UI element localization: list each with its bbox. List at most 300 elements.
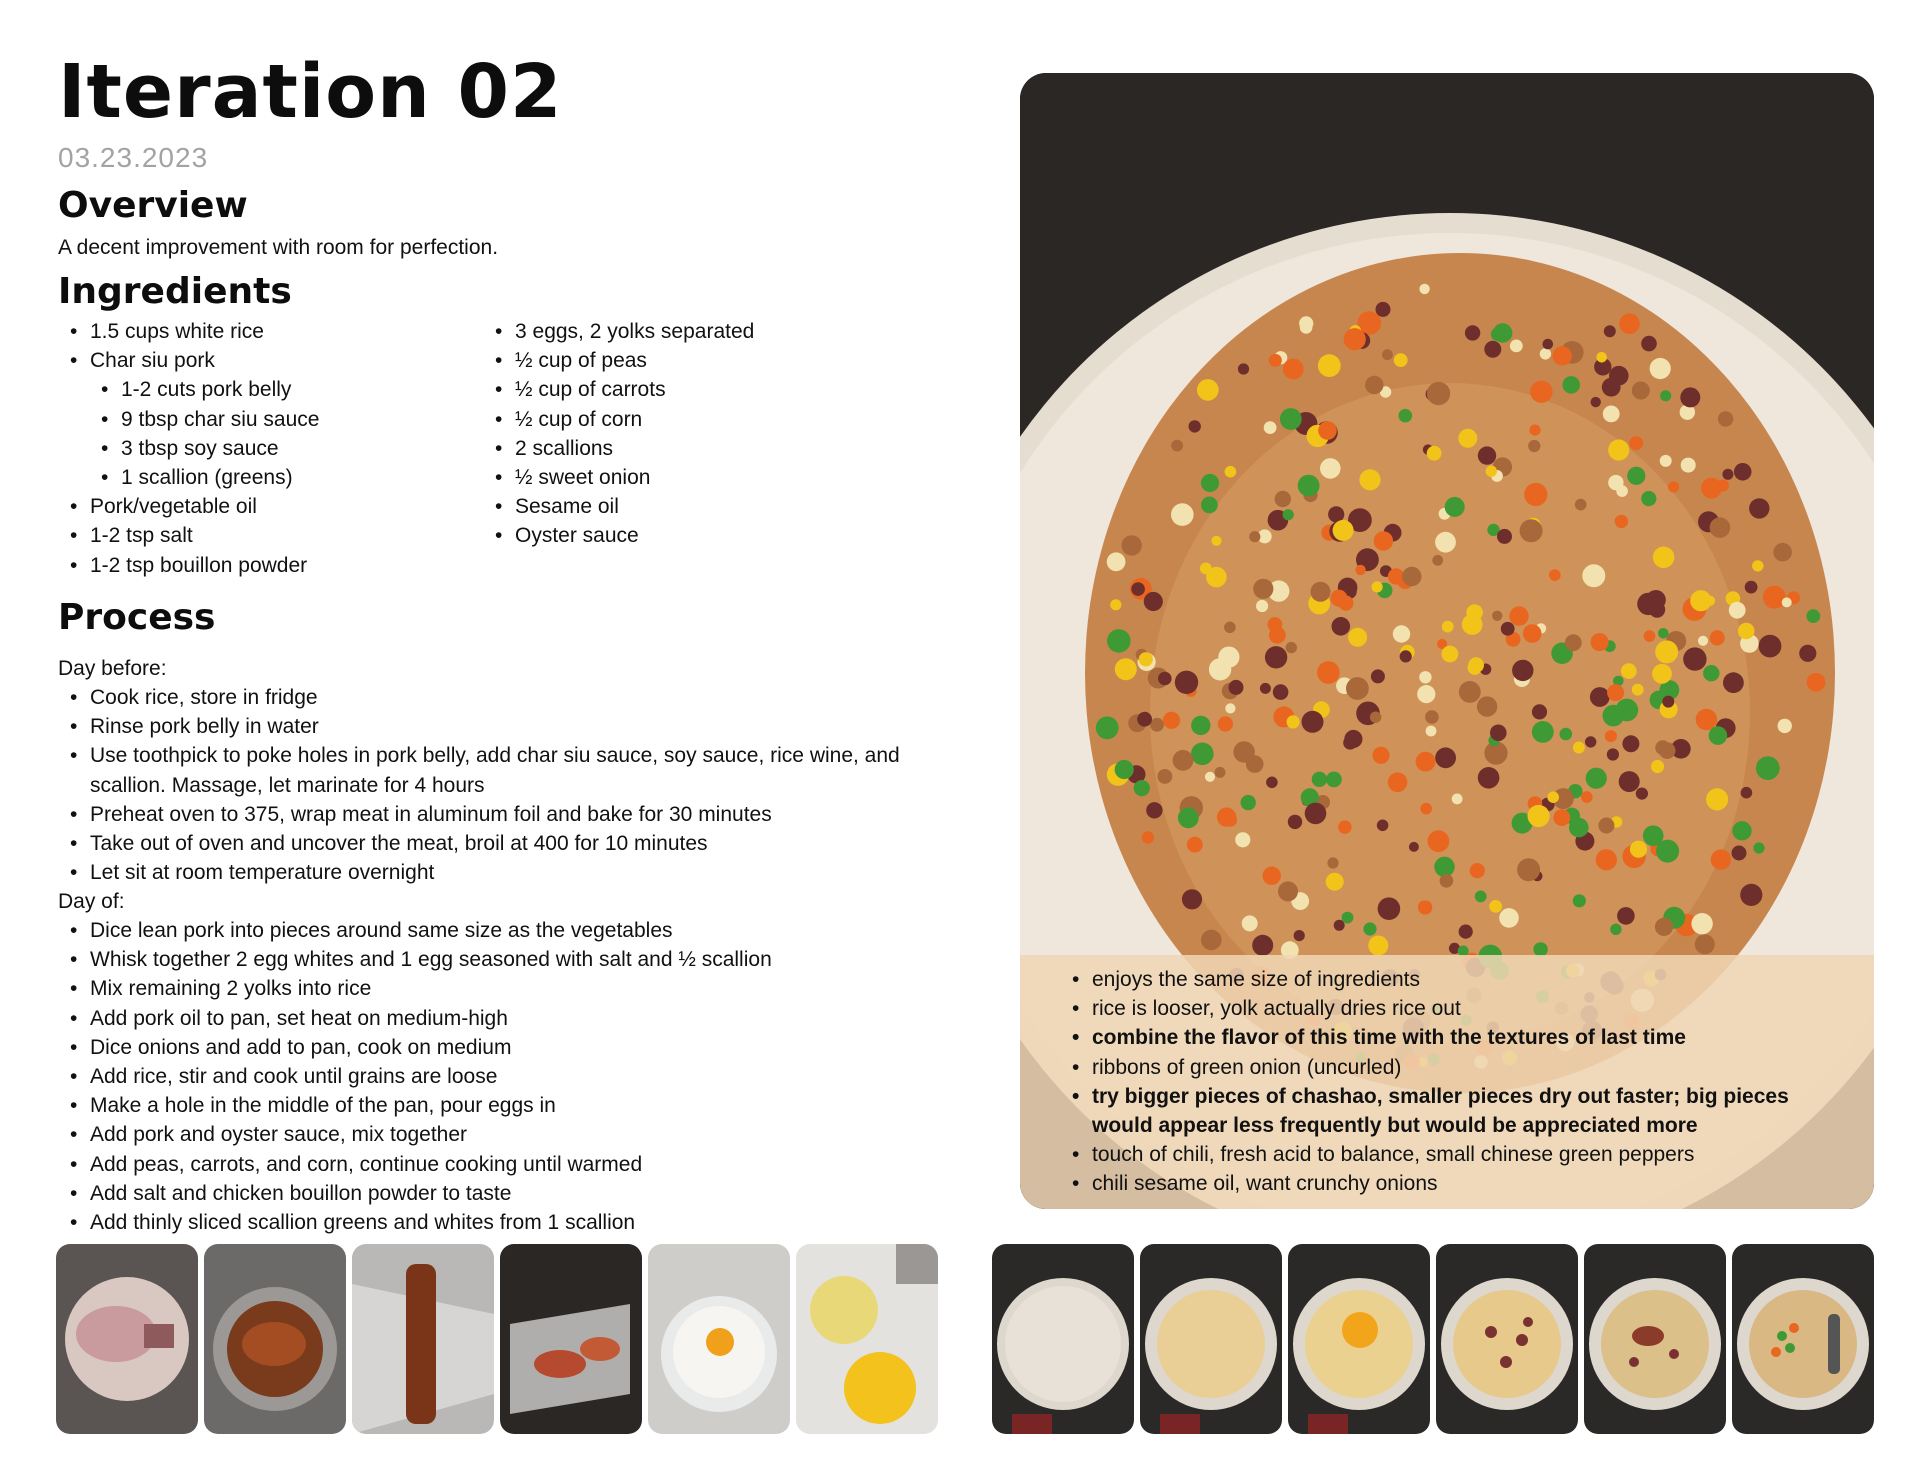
ingredient-item: • 3 eggs, 2 yolks separated xyxy=(483,317,863,346)
rice-speck xyxy=(1607,748,1619,760)
rice-speck xyxy=(1465,325,1480,340)
rice-speck xyxy=(1773,543,1792,562)
rice-speck xyxy=(1723,672,1744,693)
rice-speck xyxy=(1260,683,1271,694)
rice-speck xyxy=(1528,805,1550,827)
rice-speck xyxy=(1509,606,1528,625)
note-item-emphasis: • combine the flavor of this time with the textures of last time xyxy=(1050,1023,1850,1052)
rice-speck xyxy=(1201,930,1222,951)
rice-speck xyxy=(1517,858,1540,881)
rice-speck xyxy=(1520,519,1543,542)
rice-speck xyxy=(1434,857,1454,877)
process-step: • Make a hole in the middle of the pan, pour eggs in xyxy=(58,1091,918,1120)
rice-speck xyxy=(1591,397,1601,407)
rice-speck xyxy=(1629,436,1643,450)
rice-speck xyxy=(1368,936,1388,956)
rice-speck xyxy=(1569,818,1589,838)
rice-speck xyxy=(1621,663,1637,679)
rice-speck xyxy=(1598,818,1614,834)
rice-speck xyxy=(1110,599,1121,610)
ingredient-item: • Sesame oil xyxy=(483,492,863,521)
rice-speck xyxy=(1253,579,1273,599)
rice-speck xyxy=(1320,458,1341,479)
rice-speck xyxy=(1294,930,1305,941)
rice-speck xyxy=(1326,873,1344,891)
rice-speck xyxy=(1442,646,1459,663)
rice-speck xyxy=(1178,807,1199,828)
rice-speck xyxy=(1269,627,1286,644)
rice-speck xyxy=(1393,625,1410,642)
rice-speck xyxy=(1298,475,1320,497)
rice-speck xyxy=(1573,894,1586,907)
rice-speck xyxy=(1753,842,1764,853)
process-step: • Add pork and oyster sauce, mix together xyxy=(58,1120,918,1149)
rice-speck xyxy=(1807,673,1826,692)
rice-speck xyxy=(1573,742,1585,754)
rice-speck xyxy=(1530,381,1552,403)
rice-speck xyxy=(1428,830,1450,852)
rice-speck xyxy=(1225,466,1237,478)
rice-speck xyxy=(1540,348,1551,359)
rice-speck xyxy=(1562,376,1580,394)
rice-speck xyxy=(1435,532,1456,553)
rice-speck xyxy=(1655,740,1670,755)
rice-speck xyxy=(1703,665,1719,681)
rice-speck xyxy=(1275,491,1291,507)
rice-speck xyxy=(1189,420,1201,432)
ingredient-item: • ½ cup of peas xyxy=(483,346,863,375)
rice-speck xyxy=(1532,704,1547,719)
rice-speck xyxy=(1619,313,1640,334)
note-item: • touch of chili, fresh acid to balance, small chinese green peppers xyxy=(1050,1140,1850,1169)
rice-speck xyxy=(1478,767,1500,789)
rice-speck xyxy=(1756,756,1780,780)
rice-speck xyxy=(1440,874,1454,888)
photo-pork-added xyxy=(1436,1244,1578,1434)
rice-speck xyxy=(1419,671,1431,683)
rice-speck xyxy=(1107,629,1131,653)
rice-speck xyxy=(1610,924,1621,935)
rice-speck xyxy=(1738,623,1755,640)
rice-speck xyxy=(1417,685,1435,703)
rice-speck xyxy=(1596,352,1607,363)
rice-speck xyxy=(1763,586,1786,609)
photo-rice-in-pan xyxy=(1140,1244,1282,1434)
rice-speck xyxy=(1617,907,1635,925)
rice-speck xyxy=(1497,529,1512,544)
rice-speck xyxy=(1418,900,1432,914)
rice-speck xyxy=(1224,813,1237,826)
rice-speck xyxy=(1144,592,1163,611)
rice-speck xyxy=(1191,743,1214,766)
photo-empty-pan xyxy=(992,1244,1134,1434)
rice-speck xyxy=(1741,787,1753,799)
rice-speck xyxy=(1490,725,1507,742)
rice-speck xyxy=(1582,564,1605,587)
rice-speck xyxy=(1171,440,1183,452)
rice-speck xyxy=(1660,390,1671,401)
rice-speck xyxy=(1427,446,1442,461)
note-item: • chili sesame oil, want crunchy onions xyxy=(1050,1169,1850,1198)
rice-speck xyxy=(1312,772,1327,787)
note-item: • ribbons of green onion (uncurled) xyxy=(1050,1053,1850,1082)
rice-speck xyxy=(1273,684,1289,700)
rice-speck xyxy=(1388,568,1404,584)
rice-speck xyxy=(1163,712,1180,729)
rice-speck xyxy=(1249,531,1260,542)
rice-speck xyxy=(1590,687,1610,707)
rice-speck xyxy=(1683,647,1706,670)
rice-speck xyxy=(1238,363,1249,374)
notes-list xyxy=(1050,965,1850,1199)
rice-speck xyxy=(1468,657,1484,673)
rice-speck xyxy=(1604,325,1616,337)
rice-speck xyxy=(1510,340,1523,353)
rice-speck xyxy=(1553,346,1572,365)
rice-speck xyxy=(1695,934,1715,954)
rice-speck xyxy=(1205,772,1215,782)
rice-speck xyxy=(1586,768,1607,789)
rice-speck xyxy=(1732,846,1747,861)
rice-speck xyxy=(1596,849,1617,870)
rice-speck xyxy=(1627,467,1645,485)
rice-speck xyxy=(1378,897,1401,920)
rice-speck xyxy=(1372,747,1389,764)
process-step: • Dice onions and add to pan, cook on medium xyxy=(58,1033,918,1062)
rice-speck xyxy=(1524,483,1547,506)
process-step: • Add salt and chicken bouillon powder to taste xyxy=(58,1179,918,1208)
process-step: • Add thinly sliced scallion greens and whites from 1 scallion xyxy=(58,1208,918,1237)
rice-speck xyxy=(1499,908,1519,928)
process-step: • Whisk together 2 egg whites and 1 egg seasoned with salt and ½ scallion xyxy=(58,945,918,974)
rice-speck xyxy=(1585,736,1596,747)
rice-speck xyxy=(1107,552,1126,571)
photo-raw-pork-belly xyxy=(56,1244,198,1434)
rice-speck xyxy=(1355,565,1365,575)
rice-speck xyxy=(1523,624,1542,643)
rice-speck xyxy=(1425,710,1439,724)
notes-panel xyxy=(1020,955,1874,1209)
rice-speck xyxy=(1605,730,1617,742)
rice-speck xyxy=(1134,780,1150,796)
rice-speck xyxy=(1475,891,1487,903)
photo-sauce-added xyxy=(1584,1244,1726,1434)
rice-speck xyxy=(1342,912,1354,924)
rice-speck xyxy=(1175,671,1198,694)
rice-speck xyxy=(1263,867,1281,885)
ingredients-heading: Ingredients xyxy=(58,271,292,312)
rice-speck xyxy=(1374,531,1393,550)
rice-speck xyxy=(1603,705,1625,727)
ingredient-item: • Oyster sauce xyxy=(483,521,863,550)
rice-speck xyxy=(1651,760,1664,773)
note-item-emphasis: • try bigger pieces of chashao, smaller pieces dry out faster; big pieces would appear less frequently but would be appreciated more xyxy=(1050,1082,1850,1140)
rice-speck xyxy=(1158,769,1173,784)
rice-speck xyxy=(1459,925,1473,939)
process-step: • Rinse pork belly in water xyxy=(58,712,918,741)
rice-speck xyxy=(1729,602,1746,619)
rice-speck xyxy=(1318,354,1341,377)
ingredients-list-left xyxy=(58,317,478,580)
rice-speck xyxy=(1402,567,1421,586)
rice-speck xyxy=(1365,376,1383,394)
rice-speck xyxy=(1543,339,1554,350)
rice-speck xyxy=(1477,696,1497,716)
photo-eggs-in-rice xyxy=(1288,1244,1430,1434)
rice-speck xyxy=(1343,736,1357,750)
rice-speck xyxy=(1470,863,1485,878)
day-before-steps xyxy=(58,683,918,887)
rice-speck xyxy=(1591,633,1609,651)
rice-speck xyxy=(1299,316,1313,330)
rice-speck xyxy=(1745,581,1758,594)
rice-speck xyxy=(1427,382,1450,405)
rice-speck xyxy=(1197,379,1219,401)
rice-speck xyxy=(1187,837,1203,853)
rice-speck xyxy=(1191,716,1210,735)
rice-speck xyxy=(1668,481,1679,492)
rice-speck xyxy=(1619,771,1640,792)
rice-speck xyxy=(1333,520,1354,541)
photo-marinating-pork xyxy=(204,1244,346,1434)
ingredient-item: • ½ sweet onion xyxy=(483,463,863,492)
rice-speck xyxy=(1622,735,1639,752)
rice-speck xyxy=(1660,455,1672,467)
rice-speck xyxy=(1139,652,1153,666)
rice-speck xyxy=(1394,353,1408,367)
rice-speck xyxy=(1732,821,1751,840)
rice-speck xyxy=(1553,809,1570,826)
rice-speck xyxy=(1096,716,1119,739)
rice-speck xyxy=(1218,716,1233,731)
photo-vegetables-added xyxy=(1732,1244,1874,1434)
rice-speck xyxy=(1252,935,1273,956)
rice-speck xyxy=(1158,672,1172,686)
ingredient-item: • ½ cup of carrots xyxy=(483,375,863,404)
rice-speck xyxy=(1581,791,1593,803)
day-of-steps xyxy=(58,916,918,1237)
rice-speck xyxy=(1348,628,1367,647)
rice-speck xyxy=(1377,820,1389,832)
rice-speck xyxy=(1426,726,1437,737)
rice-speck xyxy=(1432,555,1443,566)
rice-speck xyxy=(1710,517,1731,538)
rice-speck xyxy=(1528,440,1540,452)
rice-speck xyxy=(1445,497,1465,517)
rice-speck xyxy=(1233,741,1254,762)
rice-speck xyxy=(1575,499,1587,511)
ingredient-item: • 1-2 tsp salt xyxy=(58,521,478,550)
rice-speck xyxy=(1547,791,1559,803)
rice-speck xyxy=(1501,622,1515,636)
rice-speck xyxy=(1478,446,1496,464)
rice-speck xyxy=(1650,358,1671,379)
rice-speck xyxy=(1206,567,1227,588)
rice-speck xyxy=(1370,712,1381,723)
rice-speck xyxy=(1399,409,1413,423)
rice-speck xyxy=(1782,597,1792,607)
rice-speck xyxy=(1302,711,1324,733)
process-step: • Preheat oven to 375, wrap meat in aluminum foil and bake for 30 minutes xyxy=(58,800,918,829)
rice-speck xyxy=(1442,621,1454,633)
rice-speck xyxy=(1740,884,1762,906)
ingredient-item: • 1.5 cups white rice xyxy=(58,317,478,346)
rice-speck xyxy=(1215,767,1226,778)
ingredients-list-right xyxy=(483,317,863,551)
rice-speck xyxy=(1332,617,1351,636)
rice-speck xyxy=(1691,913,1712,934)
rice-speck xyxy=(1326,772,1342,788)
rice-speck xyxy=(1225,703,1235,713)
rice-speck xyxy=(1122,535,1142,555)
ingredient-item: • Char siu pork xyxy=(58,346,478,375)
photo-rice-with-yolk xyxy=(648,1244,790,1434)
rice-speck xyxy=(1142,831,1154,843)
rice-speck xyxy=(1681,458,1696,473)
rice-speck xyxy=(1696,709,1717,730)
process-step: • Add rice, stir and cook until grains are loose xyxy=(58,1062,918,1091)
rice-speck xyxy=(1632,684,1644,696)
rice-speck xyxy=(1363,922,1376,935)
rice-speck xyxy=(1462,614,1483,635)
rice-speck xyxy=(1749,498,1769,518)
day-before-label: Day before: xyxy=(58,657,167,680)
rice-speck xyxy=(1722,469,1733,480)
rice-speck xyxy=(1698,636,1708,646)
rice-speck xyxy=(1372,581,1383,592)
ingredient-sub-item: • 1-2 cuts pork belly xyxy=(58,375,478,404)
rice-speck xyxy=(1734,463,1752,481)
rice-speck xyxy=(1632,382,1650,400)
photo-pork-on-foil xyxy=(352,1244,494,1434)
rice-speck xyxy=(1137,712,1152,727)
rice-speck xyxy=(1288,815,1302,829)
process-step: • Mix remaining 2 yolks into rice xyxy=(58,974,918,1003)
rice-speck xyxy=(1264,421,1277,434)
rice-speck xyxy=(1630,841,1647,858)
rice-speck xyxy=(1283,359,1304,380)
day-of-label: Day of: xyxy=(58,890,125,913)
page-date: 03.23.2023 xyxy=(58,142,209,173)
process-step: • Dice lean pork into pieces around same size as the vegetables xyxy=(58,916,918,945)
rice-speck xyxy=(1458,429,1477,448)
rice-speck xyxy=(1280,408,1302,430)
photo-eggs-and-rice xyxy=(796,1244,938,1434)
rice-speck xyxy=(1266,777,1278,789)
rice-speck xyxy=(1608,439,1629,460)
rice-speck xyxy=(1799,645,1816,662)
rice-speck xyxy=(1265,646,1287,668)
rice-speck xyxy=(1201,497,1218,514)
fried-rice-photo-card xyxy=(1020,73,1874,1209)
overview-text: A decent improvement with room for perfection. xyxy=(58,236,499,259)
ingredient-sub-item: • 3 tbsp soy sauce xyxy=(58,434,478,463)
rice-speck xyxy=(1150,718,1164,732)
rice-speck xyxy=(1287,715,1300,728)
rice-speck xyxy=(1646,590,1666,610)
rice-speck xyxy=(1565,634,1582,651)
rice-speck xyxy=(1256,600,1268,612)
rice-speck xyxy=(1806,609,1820,623)
rice-speck xyxy=(1419,284,1429,294)
rice-speck xyxy=(1318,421,1337,440)
rice-speck xyxy=(1607,684,1624,701)
rice-speck xyxy=(1305,803,1327,825)
rice-speck xyxy=(1327,857,1338,868)
rice-speck xyxy=(1317,661,1340,684)
process-step: • Cook rice, store in fridge xyxy=(58,683,918,712)
rice-speck xyxy=(1283,509,1294,520)
rice-speck xyxy=(1655,640,1678,663)
ingredient-item: • 1-2 tsp bouillon powder xyxy=(58,551,478,580)
rice-speck xyxy=(1655,918,1673,936)
rice-speck xyxy=(1532,721,1554,743)
rice-speck xyxy=(1311,582,1331,602)
ingredient-item: • ½ cup of corn xyxy=(483,405,863,434)
rice-speck xyxy=(1711,849,1731,869)
rice-speck xyxy=(1173,750,1194,771)
rice-speck xyxy=(1484,341,1501,358)
rice-speck xyxy=(1680,387,1700,407)
rice-speck xyxy=(1459,681,1481,703)
rice-speck xyxy=(1644,630,1656,642)
rice-speck xyxy=(1338,596,1353,611)
rice-speck xyxy=(1602,378,1621,397)
process-step: • Use toothpick to poke holes in pork belly, add char siu sauce, soy sauce, rice wine, and scallion. Massage, let marinate for 4 hours xyxy=(58,741,918,799)
photo-pork-in-oven xyxy=(500,1244,642,1434)
rice-speck xyxy=(1641,336,1657,352)
rice-speck xyxy=(1435,747,1456,768)
ingredient-item: • 2 scallions xyxy=(483,434,863,463)
rice-speck xyxy=(1636,788,1648,800)
rice-speck xyxy=(1549,569,1561,581)
rice-speck xyxy=(1229,680,1244,695)
overview-heading: Overview xyxy=(58,185,248,226)
note-item: • rice is looser, yolk actually dries rice out xyxy=(1050,994,1850,1023)
rice-speck xyxy=(1701,478,1722,499)
rice-speck xyxy=(1778,719,1792,733)
rice-speck xyxy=(1416,752,1436,772)
rice-speck xyxy=(1658,628,1669,639)
ingredient-sub-item: • 1 scallion (greens) xyxy=(58,463,478,492)
rice-speck xyxy=(1653,547,1675,569)
rice-speck xyxy=(1241,795,1256,810)
rice-speck xyxy=(1641,491,1656,506)
rice-speck xyxy=(1235,832,1250,847)
rice-speck xyxy=(1409,842,1419,852)
page-title: Iteration 02 xyxy=(58,49,563,135)
rice-speck xyxy=(1182,889,1202,909)
rice-speck xyxy=(1616,485,1628,497)
rice-speck xyxy=(1603,406,1620,423)
rice-speck xyxy=(1492,611,1502,621)
rice-speck xyxy=(1376,302,1391,317)
rice-speck xyxy=(1662,696,1674,708)
rice-speck xyxy=(1201,474,1219,492)
rice-speck xyxy=(1656,840,1679,863)
process-heading: Process xyxy=(58,597,216,638)
rice-speck xyxy=(1146,802,1162,818)
rice-speck xyxy=(1211,536,1221,546)
rice-speck xyxy=(1218,647,1239,668)
rice-speck xyxy=(1242,915,1258,931)
rice-speck xyxy=(1420,803,1432,815)
rice-speck xyxy=(1690,590,1711,611)
rice-speck xyxy=(1338,820,1351,833)
rice-speck xyxy=(1269,354,1282,367)
rice-speck xyxy=(1529,425,1540,436)
rice-speck xyxy=(1759,635,1782,658)
